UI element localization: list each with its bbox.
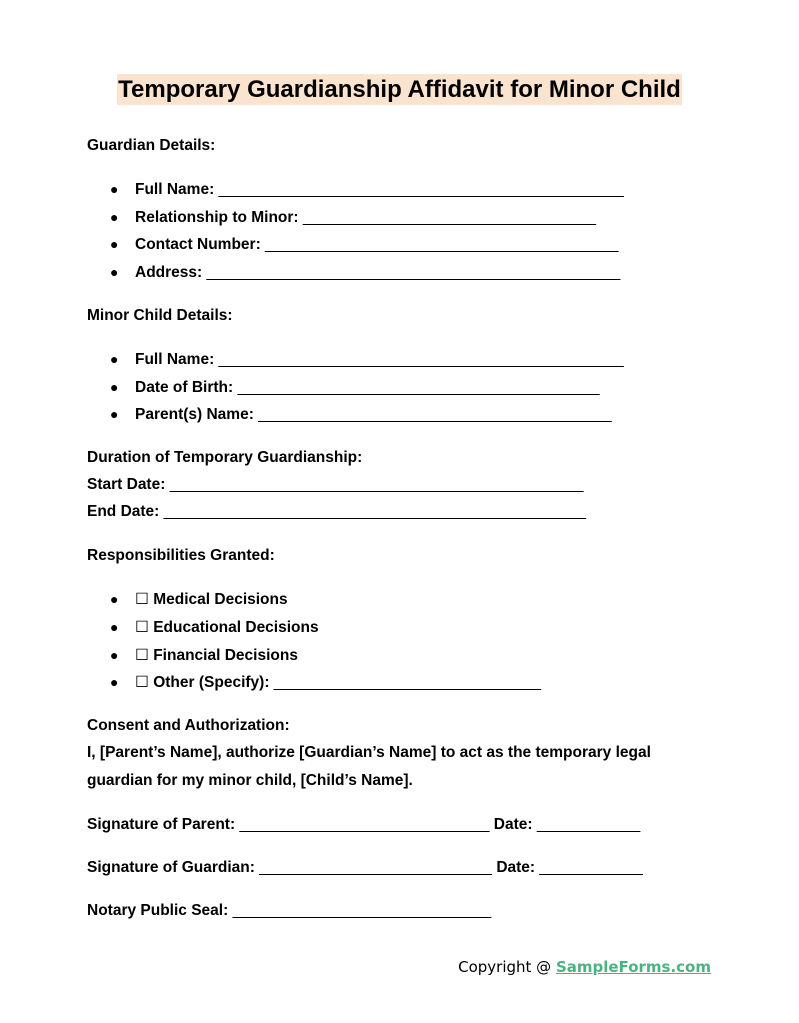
fill-blank[interactable]: ________________________________________________	[206, 264, 621, 281]
end-date-line: End Date: _________________________________________________	[87, 503, 587, 520]
fill-blank[interactable]: _________________________________________	[265, 236, 619, 253]
minor-heading: Minor Child Details:	[87, 307, 233, 324]
copyright-footer: Copyright @ SampleForms.com	[458, 958, 711, 976]
bullet-icon: ●	[110, 591, 119, 607]
bullet-icon: ●	[110, 209, 119, 225]
guardian-item-address: ● Address: ________________________________________________	[110, 264, 621, 281]
responsibilities-heading: Responsibilities Granted:	[87, 547, 275, 564]
fill-blank[interactable]: _______________________________________________	[218, 351, 624, 368]
bullet-icon: ●	[110, 674, 119, 690]
title-wrap	[0, 74, 799, 105]
checkbox-icon[interactable]: ☐	[135, 674, 149, 691]
fill-blank[interactable]: _________________________________________________	[163, 503, 587, 520]
minor-item-full-name: ● Full Name: _______________________________________________	[110, 351, 624, 368]
checkbox-icon[interactable]: ☐	[135, 619, 149, 636]
bullet-icon: ●	[110, 181, 119, 197]
bullet-icon: ●	[110, 619, 119, 635]
brand-link[interactable]: SampleForms.com	[555, 958, 711, 976]
fill-blank[interactable]: ___________________________	[259, 859, 492, 876]
fill-blank[interactable]: _______________________________________________	[218, 181, 624, 198]
fill-blank[interactable]: _________________________________________	[258, 406, 612, 423]
notary-seal-line: Notary Public Seal: ______________________________	[87, 902, 492, 919]
fill-blank[interactable]: ______________________________	[232, 902, 492, 919]
bullet-icon: ●	[110, 647, 119, 663]
duration-heading: Duration of Temporary Guardianship:	[87, 449, 363, 466]
consent-text-line-1: I, [Parent’s Name], authorize [Guardian’s Name] to act as the temporary legal	[87, 744, 651, 761]
fill-blank[interactable]: _______________________________	[273, 674, 542, 691]
responsibility-other: ● ☐ Other (Specify): _______________________________	[110, 674, 542, 691]
guardian-item-contact: ● Contact Number: _________________________________________	[110, 236, 619, 253]
guardian-signature-line: Signature of Guardian: ___________________________ Date: ____________	[87, 859, 643, 876]
guardian-item-full-name: ● Full Name: _______________________________________________	[110, 181, 624, 198]
fill-blank[interactable]: ____________	[539, 859, 643, 876]
page-title: Temporary Guardianship Affidavit for Minor Child	[118, 76, 681, 103]
responsibility-educational: ● ☐ Educational Decisions	[110, 619, 319, 636]
fill-blank[interactable]: _____________________________	[239, 816, 490, 833]
parent-signature-line: Signature of Parent: _____________________________ Date: ____________	[87, 816, 641, 833]
bullet-icon: ●	[110, 406, 119, 422]
guardian-heading: Guardian Details:	[87, 137, 216, 154]
fill-blank[interactable]: ________________________________________________	[169, 476, 584, 493]
fill-blank[interactable]: __________________________________________	[237, 379, 600, 396]
responsibility-financial: ● ☐ Financial Decisions	[110, 647, 298, 664]
consent-heading: Consent and Authorization:	[87, 717, 290, 734]
checkbox-icon[interactable]: ☐	[135, 647, 149, 664]
guardian-item-relationship: ● Relationship to Minor: __________________________________	[110, 209, 597, 226]
responsibility-medical: ● ☐ Medical Decisions	[110, 591, 288, 608]
fill-blank[interactable]: ____________	[536, 816, 641, 833]
bullet-icon: ●	[110, 379, 119, 395]
bullet-icon: ●	[110, 264, 119, 280]
minor-item-parents: ● Parent(s) Name: _________________________________________	[110, 406, 612, 423]
bullet-icon: ●	[110, 351, 119, 367]
minor-item-dob: ● Date of Birth: __________________________________________	[110, 379, 600, 396]
fill-blank[interactable]: __________________________________	[302, 209, 597, 226]
bullet-icon: ●	[110, 236, 119, 252]
checkbox-icon[interactable]: ☐	[135, 591, 149, 608]
start-date-line: Start Date: ________________________________________________	[87, 476, 584, 493]
consent-text-line-2: guardian for my minor child, [Child’s Name].	[87, 772, 413, 789]
